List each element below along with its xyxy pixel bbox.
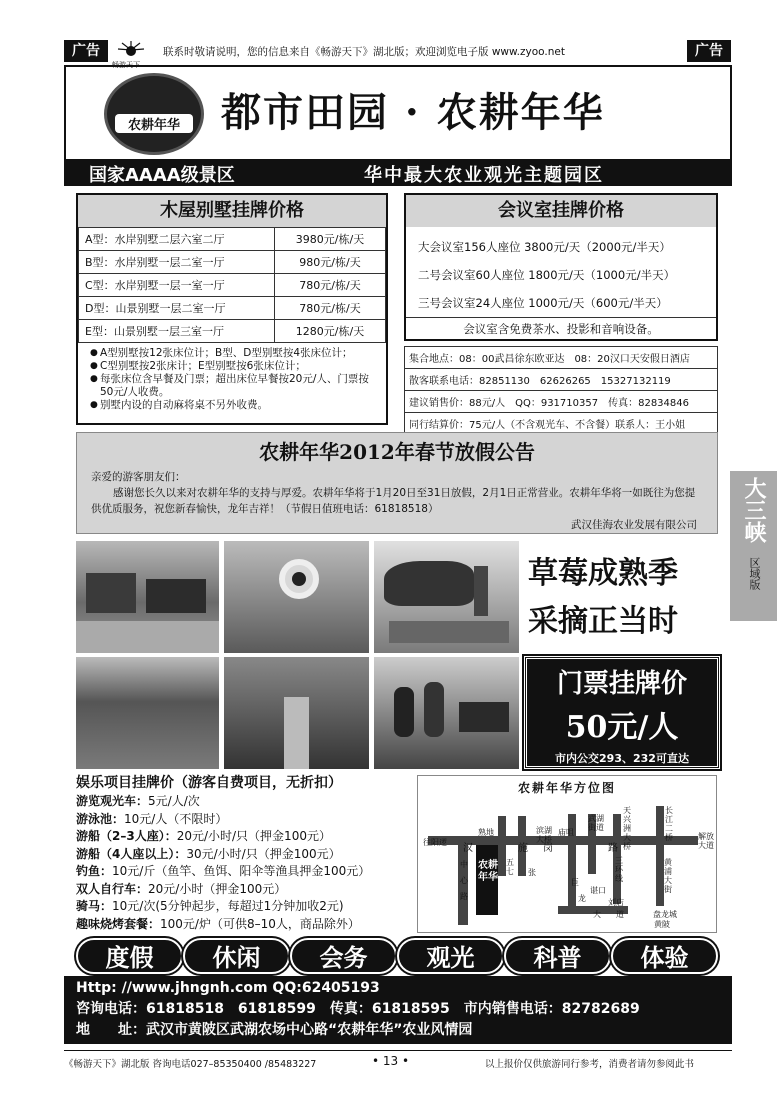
list-item: 大会议室156人座位 3800元/天（2000元/半天） [418,240,671,254]
list-item: ● 别墅内设的自动麻将桌不另外收费。 [90,399,378,412]
ad-label-left: 广告 [64,40,108,62]
ad-label-right: 广告 [687,40,731,62]
banner-subtitle-bar [64,159,732,186]
bus-info: 市内公交293、232可直达 [555,752,689,765]
holiday-signature: 武汉佳海农业发展有限公司 [571,519,697,531]
feature-leisure: 休闲 [183,938,290,974]
feature-sightseeing: 观光 [397,938,504,974]
promo-line-1: 草莓成熟季 [528,556,678,591]
customer-phones: 散客联系电话：82851130 62626265 15327132119 [405,369,718,391]
consult-phones: 咨询电话：61818518 61818599 传真：61818595 市内销售电话：82782689 [76,1001,640,1017]
suggested-price: 建议销售价：88元/人 QQ：931710357 传真：82834846 [405,391,718,413]
meeting-heading: 会议室挂牌价格 [406,195,716,227]
photo-visitors-riding [374,657,519,769]
list-item: ● C型别墅按2张床计；E型别墅按6张床位计； [90,360,378,373]
website-qq: Http: //www.jhngnh.com QQ:62405193 [76,980,380,996]
holiday-heading: 农耕年华2012年春节放假公告 [259,440,535,464]
holiday-notice [76,432,718,534]
table-row [405,391,718,413]
feature-experience: 体验 [611,938,718,974]
peer-price: 同行结算价：75元/人（不含观光车、不含餐）联系人：王小姐 [405,413,718,435]
table-row [405,369,718,391]
park-logo-name: 农耕年华 [115,114,193,133]
list-item: 二号会议室60人座位 1800元/天（1000元/半天） [418,268,676,282]
location-map: 农耕年华方位图 往阳逻 熟地 滨湖大桥 庙咀 武湖街道 天兴洲大桥 长江二桥 解放大道 汉 施 岗 路 三环线 黄浦大街 中 心 路 五七 张 巨 龙 大 道 谌口 刘店 盘龙城 黄陂 农耕年华 [417,775,717,933]
list-item: 趣味烧烤套餐：100元/炉（可供8–10人，商品除外） [76,916,360,931]
table-row: A型：水岸别墅二层六室二厅 3980元/栋/天 [79,228,386,251]
ticket-price: 50元/人 [565,710,679,745]
list-item: 双人自行车：20元/小时（押金100元） [76,881,287,896]
meeting-rows [406,227,716,317]
side-tab [730,471,777,621]
feature-science: 科普 [504,938,611,974]
meeting-price-box [404,193,718,341]
table-row: E型：山景别墅一层三室一厅 1280元/栋/天 [79,320,386,343]
holiday-greeting: 亲爱的游客朋友们： [91,471,186,483]
table-row: C型：水岸别墅一层一室一厅 780元/栋/天 [79,274,386,297]
entertainment-list [76,773,416,933]
banner-title: 都市田园 · 农耕年华 [221,89,605,136]
list-item: 钓鱼：10元/斤（鱼竿、鱼饵、阳伞等渔具押金100元） [76,864,371,878]
villa-notes [78,343,386,412]
map-park-marker: 农耕年华 [478,860,498,883]
publication-logo-text: 畅游天下 [112,61,140,69]
list-item: 游览观光车：5元/人/次 [76,794,200,808]
ticket-price-box [524,656,720,769]
contact-table [404,346,718,435]
list-item: 骑马：10元/次(5分钟起步，每超过1分钟加收2元) [76,899,344,913]
list-item: 游泳池：10元/人（不限时） [76,811,228,826]
villa-price-box [76,193,388,425]
photo-sunflower-path [224,657,369,769]
map-title: 农耕年华方位图 [517,781,616,795]
header-notice: 联系时敬请说明，您的信息来自《畅游天下》湖北版；欢迎浏览电子版 www.zyoo.net [163,46,565,58]
side-tab-main: 大三峡 [741,477,766,543]
park-logo [104,73,204,155]
promo-line-2: 采摘正当时 [528,604,678,639]
footer-divider [64,1050,732,1051]
list-item: 游船（4人座以上）：30元/小时/只（押金100元） [76,846,341,861]
entertainment-heading: 娱乐项目挂牌价（游客自费项目，无折扣） [76,775,342,791]
villa-price-table [78,227,386,343]
footer-left: 《畅游天下》湖北版 咨询电话027–85350400 /85483227 [64,1059,317,1070]
page-number: • 13 • [372,1054,410,1068]
meet-point: 集合地点：08：00武昌徐东欧亚达 08：20汉口天安假日酒店 [405,347,718,369]
banner-subtitle-right: 华中最大农业观光主题园区 [364,165,604,186]
list-item: 游船（2–3人座）：20元/小时/只（押金100元） [76,829,331,843]
feature-pills [76,938,718,978]
contact-bar [64,976,732,1044]
footer-right: 以上报价仅供旅游同行参考，消费者请勿参阅此书 [485,1059,695,1070]
holiday-body: 感谢您长久以来对农耕年华的支持与厚爱。农耕年华将于1月20日至31日放假，2月1日正常营业。农耕年华将一如既往为您提供优质服务，祝您新春愉快，龙年吉祥！（节假日值班电话：61818518） [91,487,696,515]
photo-sunflower [224,541,369,653]
banner-subtitle-left: 国家AAAA级景区 [89,165,235,186]
feature-vacation: 度假 [76,938,183,974]
table-row [405,347,718,369]
photo-lotus-field [76,657,219,769]
feature-conference: 会务 [290,938,397,974]
banner [64,65,732,162]
list-item: ● A型别墅按12张床位计；B型、D型别墅按4张床位计； [90,347,378,360]
table-row: D型：山景别墅一层二室一厅 780元/栋/天 [79,297,386,320]
side-tab-sub: 区域版 [748,557,761,590]
table-row: B型：水岸别墅一层二室一厅 980元/栋/天 [79,251,386,274]
photo-bull-statue [374,541,519,653]
list-item: ● 每张床位含早餐及门票；超出床位早餐按20元/人、门票按50元/人收费。 [90,373,378,399]
villa-heading: 木屋别墅挂牌价格 [78,195,386,227]
photo-waterside-villas [76,541,219,653]
park-address: 地 址：武汉市黄陂区武湖农场中心路“农耕年华”农业风情园 [76,1022,473,1038]
ticket-label: 门票挂牌价 [556,669,687,699]
list-item: 三号会议室24人座位 1000元/天（600元/半天） [418,296,668,310]
meeting-note: 会议室含免费茶水、投影和音响设备。 [406,317,716,340]
